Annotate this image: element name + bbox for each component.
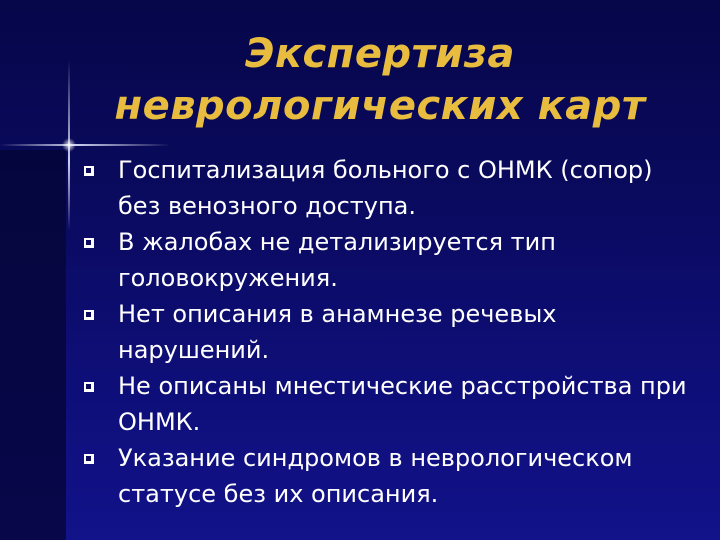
- slide-title: [90, 28, 670, 132]
- hollow-square-bullet-icon: [84, 310, 94, 320]
- left-decorative-band: [0, 150, 66, 540]
- title-line-1: Экспертиза: [244, 31, 516, 77]
- bullet-item-3: [82, 296, 692, 368]
- bullet-list: [82, 152, 692, 512]
- bullet-item-5: [82, 440, 692, 512]
- bullet-item-1: [82, 152, 692, 224]
- bullet-text-1: Госпитализация больного с ОНМК (сопор) без венозного доступа.: [118, 156, 653, 220]
- hollow-square-bullet-icon: [84, 238, 94, 248]
- bullet-text-4: Не описаны мнестические расстройства при ОНМК.: [118, 372, 687, 436]
- bullet-item-4: [82, 368, 692, 440]
- hollow-square-bullet-icon: [84, 454, 94, 464]
- bullet-text-5: Указание синдромов в неврологическом статусе без их описания.: [118, 444, 633, 508]
- hollow-square-bullet-icon: [84, 166, 94, 176]
- bullet-text-3: Нет описания в анамнезе речевых нарушений.: [118, 300, 557, 364]
- bullet-text-2: В жалобах не детализируется тип головокружения.: [118, 228, 556, 292]
- hollow-square-bullet-icon: [84, 382, 94, 392]
- bullet-item-2: [82, 224, 692, 296]
- title-line-2: неврологических карт: [114, 83, 646, 129]
